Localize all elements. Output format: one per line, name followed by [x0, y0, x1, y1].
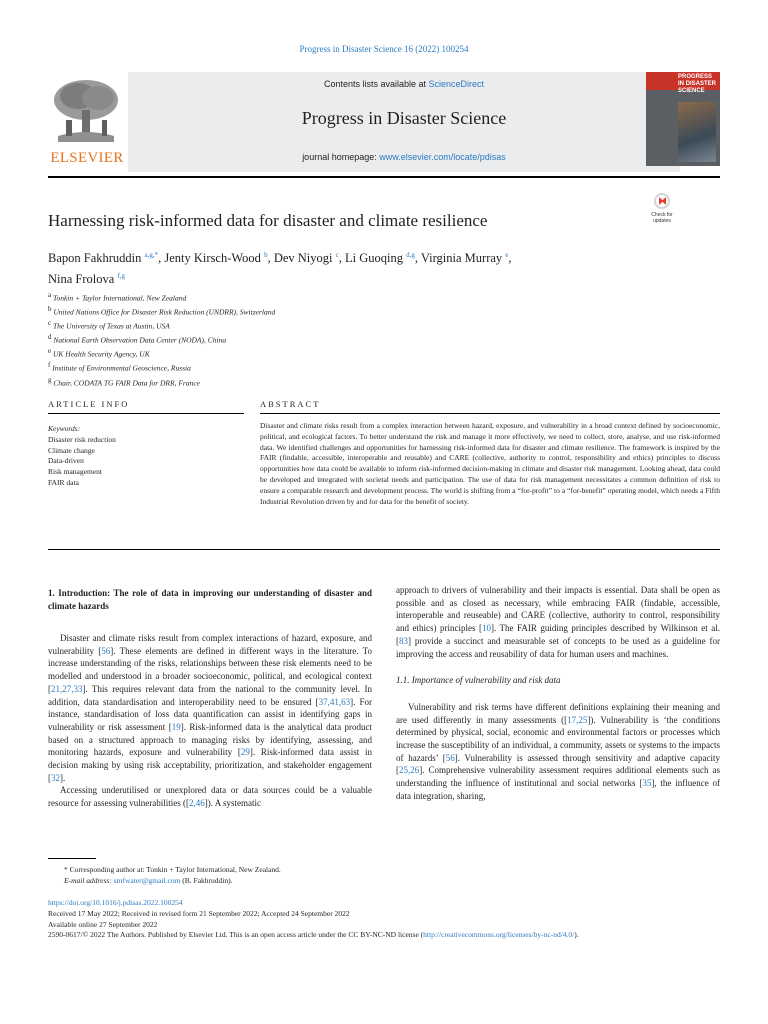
abstract-text: Disaster and climate risks result from a complex interaction between hazard, exposure, and vulnerability in a broad context defined by socioeconomic, political, and ecological factors. To better understand the risk and manage it more effectively, we need to collect, store, analyse, and use risk-informed data. We identified challenges and opportunities for harnessing risk-informed data for disaster and climate resilience. The framework is inspired by the FAIR (findable, accessible, interoperable and reusable) and CARE (collective, authority to control, responsibility and ethics) principles to discuss opportunities how data could be available to inform risk-informed decision-making in climate and disaster risk management. Looking ahead, data could be developed and integrated with societal needs and participation. The use of data for risk management necessitates a common definition of risk to ensure a comparable research and development process. The world is shifting from a “for-profit” to a “for-benefit” operating model, which needs a Fifth Industrial Revolution driven by and for data for the benefit of society.	[260, 421, 720, 506]
citation-link[interactable]: 19	[171, 721, 181, 732]
keyword-item: Climate change	[48, 445, 95, 455]
article-title: Harnessing risk-informed data for disaster and climate resilience	[48, 211, 488, 230]
journal-homepage-link[interactable]: www.elsevier.com/locate/pdisas	[379, 152, 506, 162]
keyword-item: Risk management	[48, 467, 102, 477]
author-affiliation-marker[interactable]: f,g	[117, 272, 126, 281]
keywords-label: Keywords:	[48, 424, 81, 433]
citation-link[interactable]: 17,25	[567, 714, 588, 725]
citation-link[interactable]: 10	[481, 623, 491, 634]
publisher-wordmark: ELSEVIER	[50, 150, 124, 166]
subsection-1-1-heading: 1.1. Importance of vulnerability and risk data	[396, 675, 561, 686]
corresponding-author-note: * Corresponding author at: Tonkin + Taylor International, New Zealand.	[64, 865, 281, 874]
affiliation-item: $^d$ National Earth Observation Data Center (NODA), China	[48, 333, 227, 345]
affiliation-item: $^a$ Tonkin + Taylor International, New Zealand	[48, 291, 187, 303]
sciencedirect-link[interactable]: ScienceDirect	[428, 79, 485, 89]
footnote-rule	[48, 858, 96, 859]
author-name[interactable]: Virginia Murray	[420, 251, 506, 266]
author-name[interactable]: Nina Frolova	[48, 272, 118, 287]
body-left-column	[48, 587, 372, 810]
footnote	[48, 865, 720, 887]
abstract-rule	[260, 413, 720, 414]
intro-paragraph-2: Accessing underutilised or unexplored data or data sources could be a valuable resource for assessing vulnerabilities ([2,46]). A systematic	[48, 785, 372, 809]
journal-homepage-line	[128, 152, 680, 162]
license-line: 2590-0617/© 2022 The Authors. Published by Elsevier Ltd. This is an open access article under the CC BY-NC-ND license (http://creativecommons.org/licenses/by-nc-nd/4.0/).	[48, 930, 579, 940]
publication-info	[48, 898, 720, 941]
citation-link[interactable]: 35	[642, 778, 652, 789]
affiliation-item: $^b$ United Nations Office for Disaster Risk Reduction (UNDRR), Switzerland	[48, 305, 276, 317]
journal-cover-thumbnail[interactable]	[646, 72, 720, 166]
check-for-updates-badge[interactable]	[646, 193, 678, 229]
cover-title: PROGRESS IN DISASTER SCIENCE	[678, 74, 717, 94]
received-dates: Received 17 May 2022; Received in revised form 21 September 2022; Accepted 24 September 2022	[48, 908, 350, 918]
intro-paragraph-1: Disaster and climate risks result from complex interactions of hazard, exposure, and vulnerability [56]. These elements are defined in different ways in the literature. To increase understanding of the risks, relationships between these risk elements need to be modelled and understood in a broader socioeconomic, political, and ecological context [21,27,33]. This requires relevant data from the national to the community level. In addition, data standardisation and interoperability need to be ensured [37,41,63]. For instance, standardisation of loss data quantification can assist in identifying gaps in vulnerability or risk assessment [19]. Risk-informed data is the analytical data product based on a structured approach to managing risks by identifying, assessing, and monitoring hazards, exposure and vulnerability [29]. Risk-informed data assist in decision making by using risk acceptability, prioritization, and stakeholder engagement [32].	[48, 633, 373, 783]
doi-link[interactable]: https://doi.org/10.1016/j.pdisas.2022.100254	[48, 898, 183, 907]
masthead	[48, 72, 720, 172]
keyword-item: FAIR data	[48, 477, 79, 487]
keywords-list	[48, 435, 116, 489]
author-affiliation-marker[interactable]: e	[505, 251, 509, 259]
journal-reference-link[interactable]: Progress in Disaster Science 16 (2022) 100254	[299, 44, 469, 54]
online-date: Available online 27 September 2022	[48, 919, 158, 929]
header-rule	[48, 176, 720, 178]
author-name[interactable]: Jenty Kirsch-Wood	[164, 251, 265, 266]
author-affiliation-marker[interactable]: c	[335, 251, 339, 259]
keyword-item: Disaster risk reduction	[48, 434, 116, 444]
contents-line	[128, 79, 680, 89]
intro-paragraph-2-continued: approach to drivers of vulnerability and their impacts is essential. Data shall be open as possible and as closed as necessary, while embracing FAIR (findable, accessible, interoperable and reuseable) and CARE (collective, authority to control, responsibility and ethics) principles [10]. The FAIR guiding principles described by Wilkinson et al. [83] provide a succinct and measurable set of concepts to be used as a guideline for improving the access and reusability of data for human users and machines.	[396, 585, 720, 659]
cover-image	[678, 102, 716, 162]
author-name[interactable]: Li Guoqing	[344, 251, 407, 266]
citation-link[interactable]: 32	[51, 772, 60, 783]
email-line: E-mail address: smfwater@gmail.com (B. Fakhruddin).	[64, 875, 233, 885]
author-affiliation-marker[interactable]: a,g,*	[144, 251, 159, 259]
affiliation-item: $^c$ The University of Texas at Austin, USA	[48, 319, 170, 331]
article-info-rule	[48, 413, 244, 414]
author-name[interactable]: Dev Niyogi	[273, 251, 336, 266]
citation-link[interactable]: 56	[445, 752, 455, 763]
author-name[interactable]: Bapon Fakhruddin	[48, 251, 145, 266]
affiliation-item: $^f$ Institute of Environmental Geoscience, Russia	[48, 361, 191, 373]
elsevier-tree-logo	[48, 76, 124, 144]
keyword-item: Data-driven	[48, 456, 84, 466]
abstract-bottom-rule	[48, 549, 720, 550]
body-right-column	[396, 584, 720, 803]
author-list: Bapon Fakhruddin $^{a,g,*}$, Jenty Kirsch-Wood $^b$, Dev Niyogi $^c$, Li Guoqing $^{d,g}$, Virginia Murray $^e$, Nina Frolova $^{f,g}$	[48, 251, 512, 287]
citation-link[interactable]: 2,46	[188, 798, 205, 809]
section-1-heading: 1. Introduction: The role of data in improving our understanding of disaster and climate hazards	[48, 588, 372, 611]
crossmark-icon	[654, 193, 670, 209]
affiliation-list	[48, 290, 275, 389]
journal-title: Progress in Disaster Science	[301, 108, 507, 128]
abstract-heading: ABSTRACT	[260, 399, 321, 409]
author-affiliation-marker[interactable]: d,g	[406, 251, 415, 259]
check-for-updates-label: Check for updates	[651, 212, 673, 224]
affiliation-item: $^g$ Chair, CODATA TG FAIR Data for DRR, France	[48, 375, 200, 388]
contents-prefix: Contents lists available at	[323, 79, 429, 89]
citation-link[interactable]: 83	[399, 635, 408, 646]
author-affiliation-marker[interactable]: b	[264, 251, 268, 259]
subsection-paragraph-1: Vulnerability and risk terms have different definitions explaining their meaning and are used differently in many assessments ([17,25]). Vulnerability is ‘the conditions determined by physical, social, economic and environmental factors or processes which increase the susceptibility of an individual, a community, assets or systems to the impacts of hazards’ [56]. Vulnerability is assessed through sensitivity and adaptive capacity [25,26]. Comprehensive vulnerability assessment requires additional elements such as understanding the influence of institutional and social networks [35], the influence of data integration, sharing,	[396, 701, 720, 801]
citation-link[interactable]: 37,41,63	[318, 696, 351, 707]
citation-link[interactable]: 25,26	[399, 765, 420, 776]
citation-link[interactable]: 56	[101, 645, 111, 656]
citation-link[interactable]: 29	[240, 747, 250, 758]
affiliation-item: $^e$ UK Health Security Agency, UK	[48, 347, 150, 359]
email-link[interactable]: smfwater@gmail.com	[113, 875, 181, 885]
keywords-block	[48, 424, 116, 489]
homepage-prefix: journal homepage:	[302, 152, 380, 162]
article-info-heading: ARTICLE INFO	[48, 399, 130, 409]
citation-link[interactable]: 21,27,33	[51, 683, 83, 694]
license-link[interactable]: http://creativecommons.org/licenses/by-nc-nd/4.0/	[423, 930, 575, 940]
